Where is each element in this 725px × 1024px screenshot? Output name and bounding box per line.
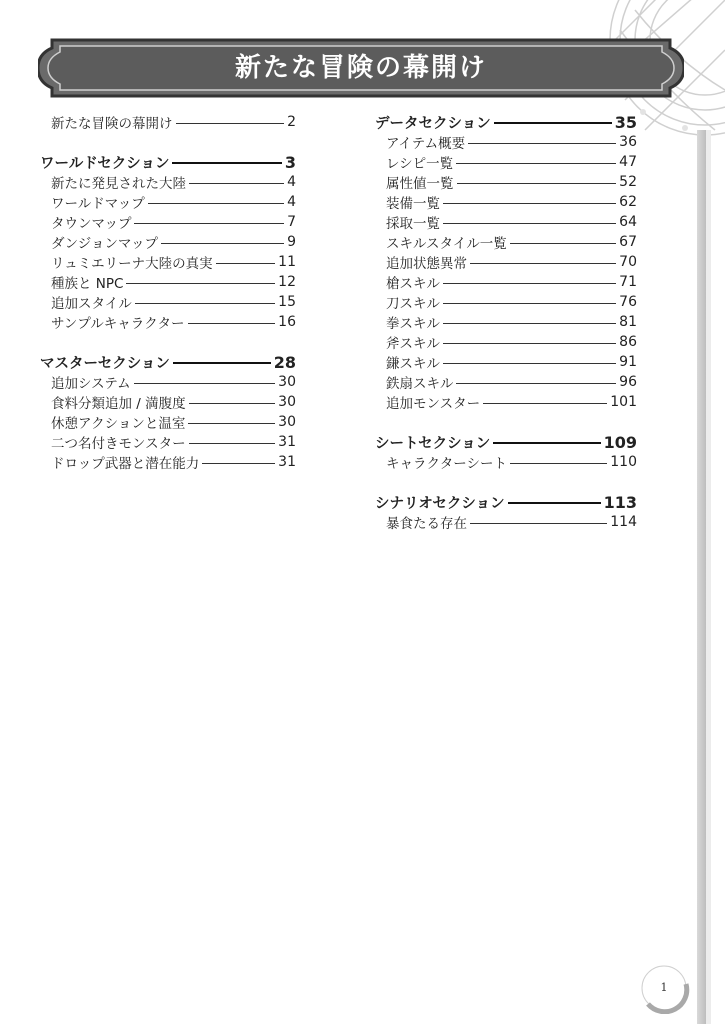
toc-leader-line [470, 263, 616, 264]
toc-leader-line [510, 463, 607, 464]
toc-page-number: 81 [619, 314, 637, 330]
toc-gap [375, 412, 637, 432]
toc-page-number: 9 [287, 234, 296, 250]
toc-label: リュミエリーナ大陸の真実 [51, 256, 213, 272]
toc-label: 追加システム [51, 376, 131, 392]
toc-entry[interactable] [375, 352, 637, 372]
toc-leader-line [148, 203, 284, 204]
toc-page-number: 86 [619, 334, 637, 350]
toc-page-number: 110 [610, 454, 637, 470]
toc-entry[interactable] [40, 312, 296, 332]
toc-leader-line [216, 263, 276, 264]
toc-leader-line [135, 303, 275, 304]
toc-label: マスターセクション [40, 355, 170, 372]
toc-entry[interactable] [375, 132, 637, 152]
toc-label: 二つ名付きモンスター [51, 436, 186, 452]
toc-page-number: 114 [610, 514, 637, 530]
toc-page-number: 47 [619, 154, 637, 170]
toc-entry[interactable] [40, 112, 296, 132]
toc-label: 装備一覧 [386, 196, 440, 212]
toc-entry[interactable] [375, 312, 637, 332]
toc-page-number: 76 [619, 294, 637, 310]
toc-label: 追加状態異常 [386, 256, 467, 272]
toc-gap [375, 472, 637, 492]
toc-leader-line [443, 223, 616, 224]
toc-leader-line [468, 143, 616, 144]
toc-page-number: 62 [619, 194, 637, 210]
toc-page-number: 109 [603, 432, 637, 452]
toc-entry[interactable] [40, 212, 296, 232]
toc-page-number: 16 [278, 314, 296, 330]
toc-entry[interactable] [375, 512, 637, 532]
toc-page-number: 15 [278, 294, 296, 310]
toc-leader-line [493, 442, 600, 444]
toc-label: 休憩アクションと温室 [51, 416, 186, 432]
toc-page-number: 31 [278, 454, 296, 470]
toc-leader-line [161, 243, 284, 244]
toc-page-number: 31 [278, 434, 296, 450]
toc-leader-line [510, 243, 616, 244]
toc-entry[interactable] [40, 292, 296, 312]
toc-leader-line [457, 183, 617, 184]
toc-leader-line [508, 502, 601, 504]
toc-label: スキルスタイル一覧 [386, 236, 507, 252]
toc-entry[interactable] [40, 272, 296, 292]
toc-entry[interactable] [375, 252, 637, 272]
toc-entry[interactable] [375, 272, 637, 292]
toc-page-number: 52 [619, 174, 637, 190]
toc-entry[interactable] [40, 192, 296, 212]
toc-label: 食料分類追加 / 満腹度 [51, 396, 186, 412]
toc-label: 刀スキル [386, 296, 440, 312]
toc-entry[interactable] [375, 192, 637, 212]
toc-page-number: 28 [273, 352, 296, 372]
toc-entry[interactable] [40, 232, 296, 252]
toc-page-number: 7 [287, 214, 296, 230]
toc-entry[interactable] [375, 172, 637, 192]
toc-leader-line [176, 123, 285, 124]
toc-label: ワールドセクション [40, 155, 170, 172]
toc-page-number: 30 [278, 374, 296, 390]
toc-entry[interactable] [40, 172, 296, 192]
toc-label: 追加モンスター [386, 396, 481, 412]
toc-leader-line [470, 523, 607, 524]
toc-label: サンプルキャラクター [51, 316, 185, 332]
toc-entry[interactable] [40, 452, 296, 472]
toc-section-heading[interactable] [40, 152, 296, 172]
toc-label: 斧スキル [386, 336, 440, 352]
toc-page-number: 2 [287, 114, 296, 130]
toc-leader-line [134, 223, 284, 224]
toc-label: キャラクターシート [386, 456, 507, 472]
toc-label: 種族と NPC [51, 276, 124, 292]
toc-page-number: 4 [287, 174, 296, 190]
toc-leader-line [443, 323, 616, 324]
toc-entry[interactable] [40, 432, 296, 452]
page-number: 1 [660, 981, 668, 994]
toc-gap [40, 332, 296, 352]
toc-leader-line [202, 463, 275, 464]
toc-label: ドロップ武器と潜在能力 [51, 456, 200, 472]
toc-label: 鉄扇スキル [386, 376, 454, 392]
toc-leader-line [456, 163, 616, 164]
toc-page-number: 11 [278, 254, 296, 270]
toc-entry[interactable] [375, 332, 637, 352]
toc-label: 拳スキル [386, 316, 440, 332]
toc-leader-line [443, 203, 616, 204]
toc-page-number: 64 [619, 214, 637, 230]
toc-label: ワールドマップ [51, 196, 145, 212]
toc-label: シートセクション [375, 435, 491, 452]
toc-left-column [40, 112, 296, 472]
toc-leader-line [126, 283, 275, 284]
toc-section-heading[interactable] [375, 112, 637, 132]
toc-label: 属性値一覧 [386, 176, 454, 192]
toc-leader-line [173, 362, 271, 364]
toc-section-heading[interactable] [375, 492, 637, 512]
toc-page-number: 36 [619, 134, 637, 150]
page-title: 新たな冒険の幕開け [234, 53, 487, 83]
toc-page-number: 70 [619, 254, 637, 270]
toc-entry[interactable] [375, 292, 637, 312]
toc-leader-line [494, 122, 612, 124]
toc-label: 槍スキル [386, 276, 440, 292]
toc-section-heading[interactable] [375, 432, 637, 452]
toc-entry[interactable] [40, 392, 296, 412]
toc-leader-line [456, 383, 616, 384]
toc-leader-line [443, 343, 616, 344]
toc-page-number: 30 [278, 414, 296, 430]
toc-page-number: 101 [610, 394, 637, 410]
toc-leader-line [188, 423, 275, 424]
page-edge-shadow [706, 130, 711, 1024]
title-banner [38, 36, 684, 100]
toc-leader-line [443, 283, 616, 284]
toc-leader-line [483, 403, 607, 404]
toc-right-column [375, 112, 637, 532]
toc-label: 新たな冒険の幕開け [51, 116, 173, 132]
toc-entry[interactable] [375, 392, 637, 412]
toc-label: 採取一覧 [386, 216, 440, 232]
toc-page-number: 35 [614, 112, 637, 132]
toc-label: シナリオセクション [375, 495, 505, 512]
page-edge-bar [697, 130, 706, 1024]
toc-leader-line [443, 363, 616, 364]
toc-gap [40, 132, 296, 152]
toc-page-number: 91 [619, 354, 637, 370]
toc-page-number: 71 [619, 274, 637, 290]
toc-label: 新たに発見された大陸 [51, 176, 186, 192]
toc-entry[interactable] [40, 372, 296, 392]
toc-label: ダンジョンマップ [51, 236, 158, 252]
toc-page-number: 113 [603, 492, 637, 512]
toc-leader-line [189, 403, 276, 404]
toc-page-number: 67 [619, 234, 637, 250]
toc-leader-line [443, 303, 616, 304]
toc-entry[interactable] [375, 372, 637, 392]
toc-label: 鎌スキル [386, 356, 440, 372]
toc-label: 暴食たる存在 [386, 516, 467, 532]
toc-label: データセクション [375, 115, 491, 132]
toc-leader-line [172, 162, 281, 164]
toc-page-number: 3 [284, 152, 296, 172]
toc-leader-line [189, 443, 276, 444]
toc-entry[interactable] [375, 212, 637, 232]
toc-entry[interactable] [375, 152, 637, 172]
toc-section-heading[interactable] [40, 352, 296, 372]
toc-leader-line [189, 183, 284, 184]
toc-page-number: 30 [278, 394, 296, 410]
toc-entry[interactable] [40, 412, 296, 432]
toc-page-number: 96 [619, 374, 637, 390]
toc-leader-line [134, 383, 276, 384]
toc-label: レシピ一覧 [386, 156, 454, 172]
toc-entry[interactable] [40, 252, 296, 272]
toc-leader-line [188, 323, 276, 324]
toc-label: タウンマップ [51, 216, 132, 232]
toc-entry[interactable] [375, 232, 637, 252]
toc-label: 追加スタイル [51, 296, 132, 312]
toc-page-number: 4 [287, 194, 296, 210]
toc-label: アイテム概要 [386, 136, 466, 152]
toc-page-number: 12 [278, 274, 296, 290]
toc-entry[interactable] [375, 452, 637, 472]
